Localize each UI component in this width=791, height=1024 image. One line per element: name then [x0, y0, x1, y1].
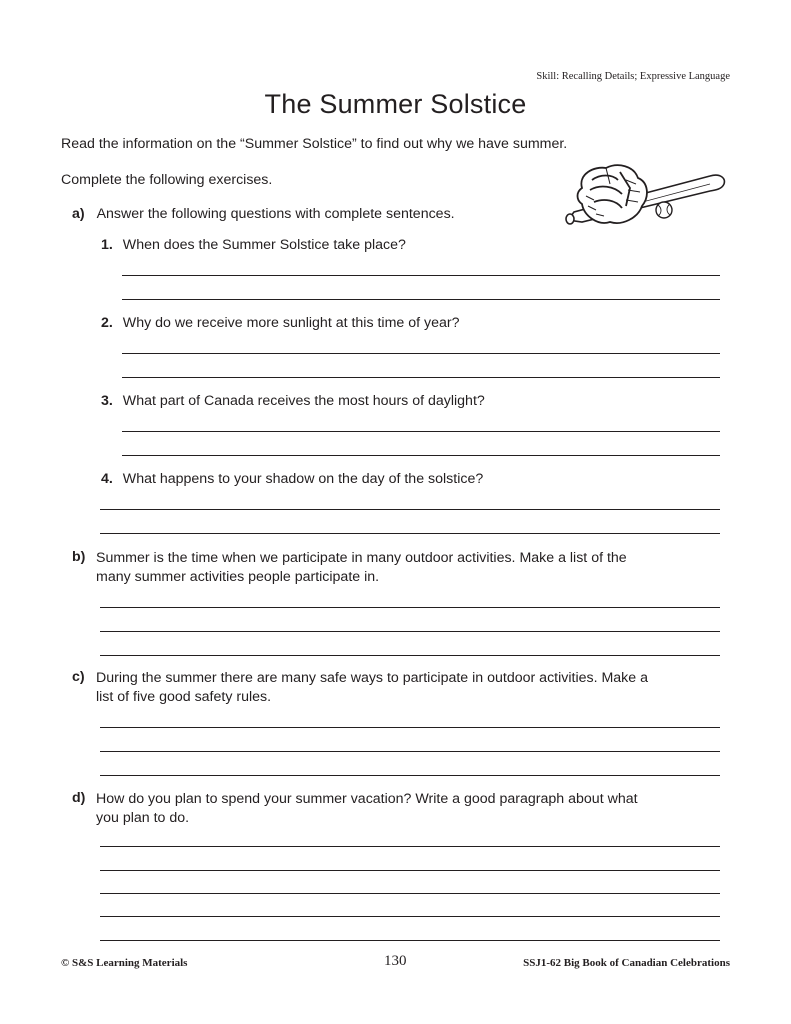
answer-line[interactable]: [100, 655, 720, 656]
answer-line[interactable]: [122, 431, 720, 432]
part-c-marker-label: c): [72, 669, 85, 685]
answer-line[interactable]: [100, 509, 720, 510]
question-text: Why do we receive more sunlight at this time of year?: [122, 315, 460, 331]
part-d-text: [96, 790, 638, 828]
answer-line[interactable]: [122, 455, 720, 456]
footer-book-title: SSJ1-62 Big Book of Canadian Celebrations: [523, 957, 730, 969]
part-b-line-2: many summer activities people participate in.: [96, 569, 380, 585]
skill-label: Skill: Recalling Details; Expressive Language: [536, 71, 730, 82]
answer-line[interactable]: [100, 940, 720, 941]
part-a-marker: a): [72, 206, 85, 222]
question-3: [101, 393, 485, 409]
part-c-line-2: list of five good safety rules.: [96, 689, 272, 705]
page-title: The Summer Solstice: [264, 89, 527, 119]
footer-copyright: © S&S Learning Materials: [61, 957, 188, 969]
part-b-marker: [72, 549, 85, 565]
answer-line[interactable]: [122, 299, 720, 300]
complete-instruction: Complete the following exercises.: [61, 172, 273, 188]
part-d-marker-label: d): [72, 790, 86, 806]
question-text: When does the Summer Solstice take place?: [122, 237, 406, 253]
question-text: What part of Canada receives the most hours of daylight?: [122, 393, 485, 409]
answer-line[interactable]: [100, 870, 720, 871]
answer-line[interactable]: [100, 727, 720, 728]
answer-line[interactable]: [100, 893, 720, 894]
question-number: 3.: [101, 393, 113, 409]
answer-line[interactable]: [100, 916, 720, 917]
part-c-text: [96, 669, 648, 707]
question-2: [101, 315, 460, 331]
question-number: 2.: [101, 315, 113, 331]
part-d-line-1: How do you plan to spend your summer vacation? Write a good paragraph about what: [96, 791, 638, 807]
answer-line[interactable]: [100, 631, 720, 632]
answer-line[interactable]: [100, 775, 720, 776]
part-a-text: Answer the following questions with complete sentences.: [96, 206, 455, 222]
part-d-line-2: you plan to do.: [96, 810, 190, 826]
answer-line[interactable]: [100, 751, 720, 752]
baseball-glove-bat-ball-icon: [560, 160, 730, 232]
answer-line[interactable]: [100, 607, 720, 608]
question-4: [101, 471, 483, 487]
part-a: [72, 206, 455, 222]
page-number: 130: [384, 953, 407, 969]
answer-line[interactable]: [122, 353, 720, 354]
part-b-marker-label: b): [72, 549, 86, 565]
question-number: 4.: [101, 471, 113, 487]
question-1: [101, 237, 406, 253]
question-number: 1.: [101, 237, 113, 253]
part-c-marker: [72, 669, 85, 685]
answer-line[interactable]: [122, 275, 720, 276]
part-d-marker: [72, 790, 85, 806]
part-b-line-1: Summer is the time when we participate in many outdoor activities. Make a list of the: [96, 550, 627, 566]
answer-line[interactable]: [100, 846, 720, 847]
answer-line[interactable]: [100, 533, 720, 534]
answer-line[interactable]: [122, 377, 720, 378]
part-b-text: [96, 549, 627, 587]
part-c-line-1: During the summer there are many safe ways to participate in outdoor activities. Make a: [96, 670, 648, 686]
question-text: What happens to your shadow on the day of the solstice?: [122, 471, 484, 487]
read-instruction: Read the information on the “Summer Solstice” to find out why we have summer.: [61, 136, 568, 152]
